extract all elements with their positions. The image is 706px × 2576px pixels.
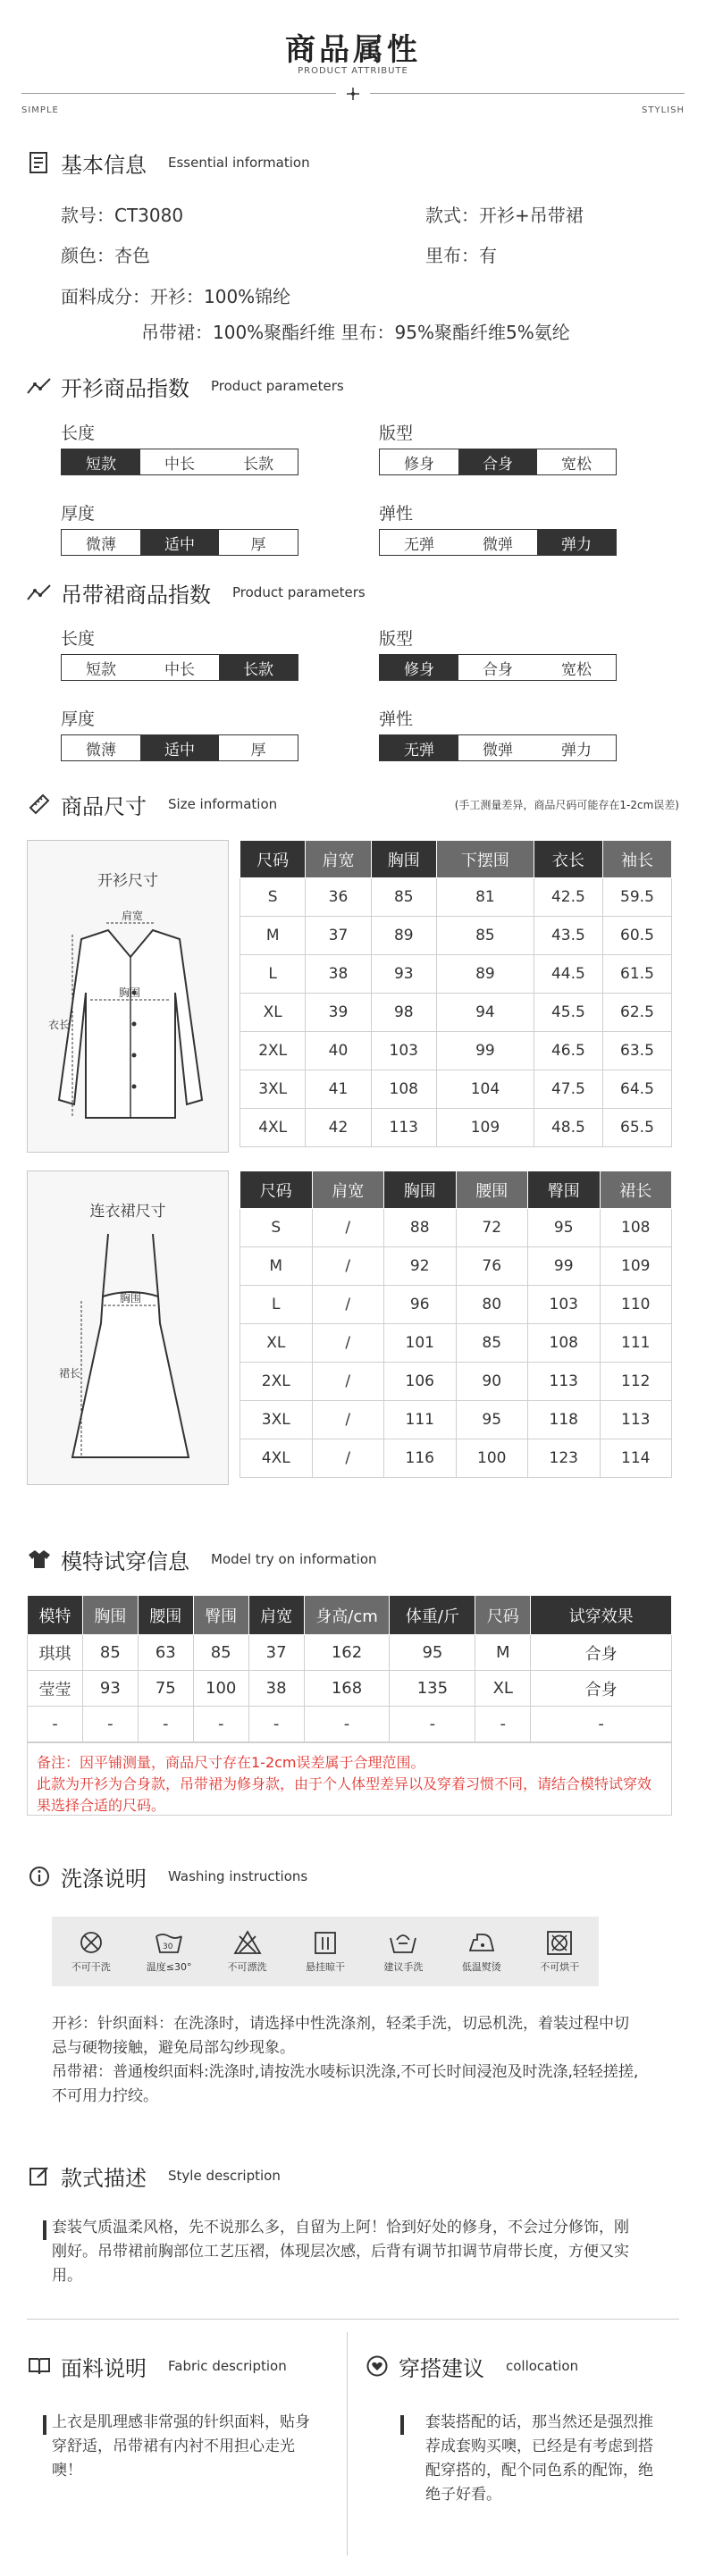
table-cell: 88	[384, 1209, 457, 1247]
table-header-cell: 身高/cm	[304, 1596, 390, 1635]
table-cell: 81	[436, 878, 534, 917]
table-header-cell: 肩宽	[312, 1171, 384, 1209]
table-cell: 44.5	[534, 955, 602, 994]
table-cell: 112	[600, 1363, 672, 1401]
washing-title-en: Washing instructions	[168, 1868, 308, 1884]
style-desc-title-en: Style description	[168, 2168, 281, 2184]
param-option-selected: 合身	[458, 449, 537, 474]
table-cell: 106	[384, 1363, 457, 1401]
wash-label: 低温熨烫	[461, 1961, 501, 1973]
wash-label: 不可漂洗	[227, 1961, 267, 1973]
table-header-cell: 衣长	[534, 841, 602, 878]
column-divider	[347, 2332, 348, 2555]
table-row	[240, 1070, 672, 1109]
section-model-info	[27, 1541, 679, 1577]
table-row	[240, 1324, 672, 1363]
table-cell: 111	[384, 1401, 457, 1439]
param-option: 厚	[250, 535, 266, 554]
item-color: 颜色：杏色	[61, 245, 150, 266]
table-cell: -	[248, 1707, 304, 1742]
param-option: 宽松	[561, 660, 592, 679]
table-cell: /	[312, 1286, 384, 1324]
table-cell: 合身	[531, 1671, 672, 1707]
dress-length-label: 裙长	[59, 1367, 81, 1380]
param-scale	[61, 529, 298, 556]
table-cell: 116	[384, 1439, 457, 1478]
table-cell: XL	[475, 1671, 531, 1707]
table-cell: 113	[528, 1363, 601, 1401]
no-wash-icon	[76, 1929, 106, 1956]
table-cell: 40	[306, 1032, 371, 1070]
param-option-selected: 无弹	[380, 735, 458, 760]
wash-item	[367, 1929, 439, 1974]
table-cell: 75	[138, 1671, 193, 1707]
param-scale	[379, 654, 617, 681]
table-cell: 63.5	[602, 1032, 671, 1070]
table-cell: 123	[528, 1439, 601, 1478]
table-header-cell: 肩宽	[306, 841, 371, 878]
table-header-cell: 体重/斤	[390, 1596, 475, 1635]
washing-text-cardigan: 开衫：针织面料：在洗涤时，请选择中性洗涤剂，轻柔手洗，切忌机洗，着装过程中切忌与硬物接触，避免局部勾纱现象。	[52, 2015, 629, 2057]
table-cell: 114	[600, 1439, 672, 1478]
svg-text:30: 30	[163, 1942, 173, 1951]
info-icon	[27, 1864, 52, 1889]
table-cell: 93	[82, 1671, 138, 1707]
table-cell: 41	[306, 1070, 371, 1109]
table-cell: 60.5	[602, 917, 671, 955]
table-cell: 63	[138, 1635, 193, 1671]
collocation-title: 穿搭建议	[399, 2355, 484, 2381]
style-desc-title: 款式描述	[61, 2165, 147, 2191]
table-cell: 93	[371, 955, 436, 994]
table-row	[240, 1247, 672, 1286]
table-cell: 100	[193, 1671, 248, 1707]
table-cell: 162	[304, 1635, 390, 1671]
cardigan-params-title-en: Product parameters	[211, 378, 344, 394]
collocation-title-en: collocation	[506, 2358, 579, 2374]
table-cell: 99	[436, 1032, 534, 1070]
fabric-composition-1: 面料成分：开衫：100%锦纶	[61, 286, 291, 307]
header-left-tag: SIMPLE	[21, 105, 59, 115]
washing-icons-strip	[52, 1917, 599, 1986]
model-info-title-en: Model try on information	[211, 1551, 377, 1567]
low-iron-icon	[466, 1929, 497, 1956]
table-cell: XL	[240, 994, 306, 1032]
fabric-desc-title-en: Fabric description	[168, 2358, 287, 2374]
param-option-selected: 适中	[140, 735, 219, 760]
table-cell: 89	[371, 917, 436, 955]
trend-icon	[27, 373, 52, 399]
table-cell: /	[312, 1247, 384, 1286]
table-cell: 76	[456, 1247, 528, 1286]
table-cell: 109	[600, 1247, 672, 1286]
table-cell: 95	[390, 1635, 475, 1671]
table-cell: 42.5	[534, 878, 602, 917]
table-cell: 108	[600, 1209, 672, 1247]
table-cell: 101	[384, 1324, 457, 1363]
table-row	[240, 1363, 672, 1401]
table-cell: 37	[306, 917, 371, 955]
param-option-selected: 适中	[140, 530, 219, 555]
table-cell: 62.5	[602, 994, 671, 1032]
table-row	[240, 1286, 672, 1324]
model-remark-line-2: 此款为开衫为合身款，吊带裙为修身款，由于个人体型差异以及穿着习惯不同，请结合模特试穿效果选择合适的尺码。	[37, 1775, 652, 1814]
param-option: 合身	[483, 660, 513, 679]
book-icon	[27, 2354, 52, 2379]
table-cell: 莹莹	[28, 1671, 83, 1707]
ruler-icon	[27, 792, 52, 817]
basic-info-title: 基本信息	[61, 152, 147, 178]
cardigan-chest-label: 胸围	[119, 986, 141, 999]
washing-title: 洗涤说明	[61, 1866, 147, 1892]
cardigan-figure-title: 开衫尺寸	[97, 872, 158, 890]
table-cell: 168	[304, 1671, 390, 1707]
wash-label: 温度≤30°	[146, 1961, 192, 1973]
table-cell: 118	[528, 1401, 601, 1439]
table-cell: 59.5	[602, 878, 671, 917]
param-label: 长度	[61, 424, 96, 443]
table-row	[28, 1671, 672, 1707]
param-option: 中长	[164, 455, 195, 474]
trend-icon	[27, 580, 52, 605]
item-lining: 里布：有	[425, 245, 497, 266]
table-cell: 61.5	[602, 955, 671, 994]
table-cell: -	[193, 1707, 248, 1742]
param-scale	[379, 734, 617, 761]
param-option: 中长	[164, 660, 195, 679]
table-cell: 110	[600, 1286, 672, 1324]
wash-label: 悬挂晾干	[305, 1961, 345, 1973]
param-option: 修身	[404, 455, 434, 474]
shirt-icon	[27, 1547, 52, 1572]
table-cell: L	[240, 1286, 313, 1324]
table-cell: 98	[371, 994, 436, 1032]
model-remark	[27, 1742, 672, 1816]
model-remark-line-1: 备注：因平铺测量，商品尺寸存在1-2cm误差属于合理范围。	[37, 1754, 425, 1771]
page-header	[0, 0, 706, 134]
table-cell: /	[312, 1209, 384, 1247]
section-divider	[27, 2319, 679, 2320]
param-scale	[379, 529, 617, 556]
table-header-cell: 腰围	[138, 1596, 193, 1635]
table-header-cell: 试穿效果	[531, 1596, 672, 1635]
param-option: 微薄	[86, 741, 116, 759]
wash-30-icon	[154, 1929, 184, 1956]
table-cell: 3XL	[240, 1070, 306, 1109]
table-row	[28, 1635, 672, 1671]
param-scale	[379, 449, 617, 475]
table-cell: 3XL	[240, 1401, 313, 1439]
wash-item	[290, 1929, 361, 1974]
table-cell: 94	[436, 994, 534, 1032]
table-cell: 92	[384, 1247, 457, 1286]
table-cell: 琪琪	[28, 1635, 83, 1671]
dress-sketch-icon	[46, 1225, 215, 1475]
param-option: 短款	[86, 660, 116, 679]
table-row	[240, 1032, 672, 1070]
table-header-cell: 模特	[28, 1596, 83, 1635]
table-row	[240, 878, 672, 917]
no-bleach-icon	[232, 1929, 263, 1956]
size-info-title-en: Size information	[168, 796, 278, 812]
table-row	[28, 1707, 672, 1742]
quote-bar	[43, 2220, 46, 2240]
table-header-cell: 胸围	[82, 1596, 138, 1635]
param-option: 长款	[243, 455, 273, 474]
table-header-cell: 腰围	[456, 1171, 528, 1209]
table-cell: 64.5	[602, 1070, 671, 1109]
table-header-cell: 尺码	[240, 1171, 313, 1209]
section-basic-info	[27, 145, 679, 180]
table-cell: 85	[456, 1324, 528, 1363]
param-option: 无弹	[404, 535, 434, 554]
cardigan-params-title: 开衫商品指数	[61, 375, 189, 401]
table-row	[240, 955, 672, 994]
param-option: 宽松	[561, 455, 592, 474]
param-option: 微弹	[483, 741, 513, 759]
table-cell: XL	[240, 1324, 313, 1363]
param-option: 微弹	[483, 535, 513, 554]
document-icon	[27, 150, 52, 175]
table-row	[240, 1109, 672, 1147]
dress-params-title-en: Product parameters	[232, 584, 366, 600]
param-label: 长度	[61, 629, 96, 649]
table-cell: 109	[436, 1109, 534, 1147]
item-number: 款号：CT3080	[61, 205, 184, 226]
header-right-tag: STYLISH	[642, 105, 685, 115]
param-scale	[61, 449, 298, 475]
table-header-cell: 肩宽	[248, 1596, 304, 1635]
table-header-cell: 尺码	[475, 1596, 531, 1635]
table-cell: 65.5	[602, 1109, 671, 1147]
table-cell: /	[312, 1401, 384, 1439]
table-cell: -	[28, 1707, 83, 1742]
table-header-cell: 胸围	[384, 1171, 457, 1209]
table-row	[240, 1209, 672, 1247]
table-cell: -	[304, 1707, 390, 1742]
table-cell: S	[240, 1209, 313, 1247]
table-cell: 85	[193, 1635, 248, 1671]
table-cell: 80	[456, 1286, 528, 1324]
param-label: 弹性	[379, 504, 414, 524]
param-option-selected: 修身	[380, 655, 458, 680]
model-info-table	[27, 1595, 672, 1742]
table-cell: 47.5	[534, 1070, 602, 1109]
hand-wash-icon	[388, 1929, 418, 1956]
table-cell: 72	[456, 1209, 528, 1247]
table-header-cell: 下摆围	[436, 841, 534, 878]
table-cell: 48.5	[534, 1109, 602, 1147]
table-cell: 合身	[531, 1635, 672, 1671]
table-cell: 4XL	[240, 1439, 313, 1478]
fabric-composition-2: 吊带裙：100%聚酯纤维 里布：95%聚酯纤维5%氨纶	[141, 322, 570, 343]
table-cell: 103	[528, 1286, 601, 1324]
table-cell: M	[240, 1247, 313, 1286]
fabric-desc-text: 上衣是肌理感非常强的针织面料，贴身穿舒适，吊带裙有内衬不用担心走光噢！	[52, 2413, 310, 2480]
param-option-selected: 弹力	[537, 530, 616, 555]
table-cell: M	[240, 917, 306, 955]
table-cell: L	[240, 955, 306, 994]
table-row	[240, 994, 672, 1032]
no-tumble-dry-icon	[544, 1929, 575, 1956]
table-cell: 96	[384, 1286, 457, 1324]
dress-figure-title: 连衣裙尺寸	[89, 1203, 166, 1221]
style-desc-text: 套装气质温柔风格，先不说那么多，自留为上阿！恰到好处的修身，不会过分修饰，刚刚好。吊带裙前胸部位工艺压褶，体现层次感，后背有调节扣调节肩带长度，方便又实用。	[52, 2219, 629, 2285]
page-title: 商品属性	[285, 32, 421, 68]
cardigan-sketch-icon	[46, 894, 215, 1145]
cardigan-size-table	[240, 840, 672, 1147]
table-cell: 103	[371, 1032, 436, 1070]
dress-size-table	[240, 1171, 672, 1478]
table-cell: 108	[371, 1070, 436, 1109]
table-cell: 4XL	[240, 1109, 306, 1147]
table-header-cell: 尺码	[240, 841, 306, 878]
table-cell: 39	[306, 994, 371, 1032]
size-info-note: (手工测量差异，商品尺码可能存在1-2cm误差)	[454, 798, 679, 811]
size-info-title: 商品尺寸	[61, 793, 147, 819]
wash-item	[133, 1929, 205, 1974]
dress-chest-label: 胸围	[120, 1292, 142, 1305]
table-cell: -	[390, 1707, 475, 1742]
param-label: 弹性	[379, 709, 414, 729]
param-option: 微薄	[86, 535, 116, 554]
cardigan-shoulder-label: 肩宽	[122, 910, 144, 922]
table-cell: 85	[371, 878, 436, 917]
wash-item	[55, 1929, 127, 1974]
table-cell: /	[312, 1439, 384, 1478]
table-cell: 99	[528, 1247, 601, 1286]
table-header-cell: 胸围	[371, 841, 436, 878]
table-cell: 90	[456, 1363, 528, 1401]
table-header-cell: 裙长	[600, 1171, 672, 1209]
table-cell: -	[138, 1707, 193, 1742]
dress-params-title: 吊带裙商品指数	[61, 582, 211, 608]
table-cell: 37	[248, 1635, 304, 1671]
edit-icon	[27, 2163, 52, 2188]
table-header-cell: 臀围	[193, 1596, 248, 1635]
basic-info-title-en: Essential information	[168, 155, 310, 171]
model-info-title: 模特试穿信息	[61, 1548, 189, 1574]
wash-item	[446, 1929, 517, 1974]
param-option: 弹力	[561, 741, 592, 759]
section-fabric-desc	[27, 2348, 340, 2384]
table-cell: 135	[390, 1671, 475, 1707]
cardigan-figure-panel	[27, 840, 229, 1153]
wash-label: 不可烘干	[540, 1961, 580, 1973]
table-row	[240, 1401, 672, 1439]
collocation-text: 套装搭配的话，那当然还是强烈推荐成套购买噢，已经是有考虑到搭配穿搭的，配个同色系的配饰，绝绝子好看。	[425, 2413, 653, 2504]
page-subtitle: PRODUCT ATTRIBUTE	[298, 66, 408, 76]
table-cell: -	[82, 1707, 138, 1742]
item-style: 款式：开衫+吊带裙	[425, 205, 584, 226]
table-header-cell: 臀围	[528, 1171, 601, 1209]
table-row	[240, 917, 672, 955]
heart-icon	[365, 2354, 390, 2379]
wash-label: 建议手洗	[383, 1961, 424, 1973]
table-cell: 45.5	[534, 994, 602, 1032]
section-size-info	[27, 786, 679, 822]
section-dress-params	[27, 575, 679, 610]
table-cell: 46.5	[534, 1032, 602, 1070]
table-cell: 113	[600, 1401, 672, 1439]
hang-dry-icon	[310, 1929, 340, 1956]
param-scale	[61, 734, 298, 761]
section-style-desc	[27, 2158, 679, 2194]
table-cell: 95	[456, 1401, 528, 1439]
table-cell: 43.5	[534, 917, 602, 955]
table-cell: M	[475, 1635, 531, 1671]
param-option: 厚	[250, 741, 266, 759]
table-cell: 2XL	[240, 1363, 313, 1401]
table-cell: 85	[82, 1635, 138, 1671]
section-cardigan-params	[27, 368, 679, 404]
table-cell: 111	[600, 1324, 672, 1363]
header-divider-left	[21, 93, 336, 94]
table-cell: 42	[306, 1109, 371, 1147]
param-option-selected: 短款	[62, 449, 140, 474]
quote-bar	[43, 2415, 46, 2435]
table-cell: 38	[248, 1671, 304, 1707]
wash-label: 不可干洗	[71, 1961, 111, 1973]
table-cell: /	[312, 1324, 384, 1363]
table-cell: 36	[306, 878, 371, 917]
table-cell: 85	[436, 917, 534, 955]
quote-bar	[400, 2415, 404, 2435]
param-label: 版型	[379, 629, 414, 649]
section-collocation	[365, 2348, 686, 2384]
param-scale	[61, 654, 298, 681]
table-cell: -	[531, 1707, 672, 1742]
dress-figure-panel	[27, 1171, 229, 1485]
table-cell: /	[312, 1363, 384, 1401]
param-label: 厚度	[61, 709, 96, 729]
wash-item	[524, 1929, 595, 1974]
cardigan-length-label: 衣长	[48, 1019, 71, 1031]
param-option-selected: 长款	[219, 655, 298, 680]
table-cell: 104	[436, 1070, 534, 1109]
header-divider-right	[370, 93, 685, 94]
table-cell: 38	[306, 955, 371, 994]
washing-text-dress: 吊带裙：普通梭织面料:洗涤时,请按洗水唛标识洗涤,不可长时间浸泡及时洗涤,轻轻搓搓,不可用力拧绞。	[52, 2063, 639, 2105]
section-washing	[27, 1859, 679, 1894]
table-cell: 108	[528, 1324, 601, 1363]
table-cell: 95	[528, 1209, 601, 1247]
table-cell: S	[240, 878, 306, 917]
table-header-cell: 袖长	[602, 841, 671, 878]
table-cell: 2XL	[240, 1032, 306, 1070]
fabric-desc-title: 面料说明	[61, 2355, 147, 2381]
param-label: 版型	[379, 424, 414, 443]
wash-item	[212, 1929, 283, 1974]
cross-ornament-icon	[347, 88, 359, 100]
table-cell: 100	[456, 1439, 528, 1478]
table-cell: 113	[371, 1109, 436, 1147]
table-row	[240, 1439, 672, 1478]
table-cell: -	[475, 1707, 531, 1742]
table-cell: 89	[436, 955, 534, 994]
param-label: 厚度	[61, 504, 96, 524]
